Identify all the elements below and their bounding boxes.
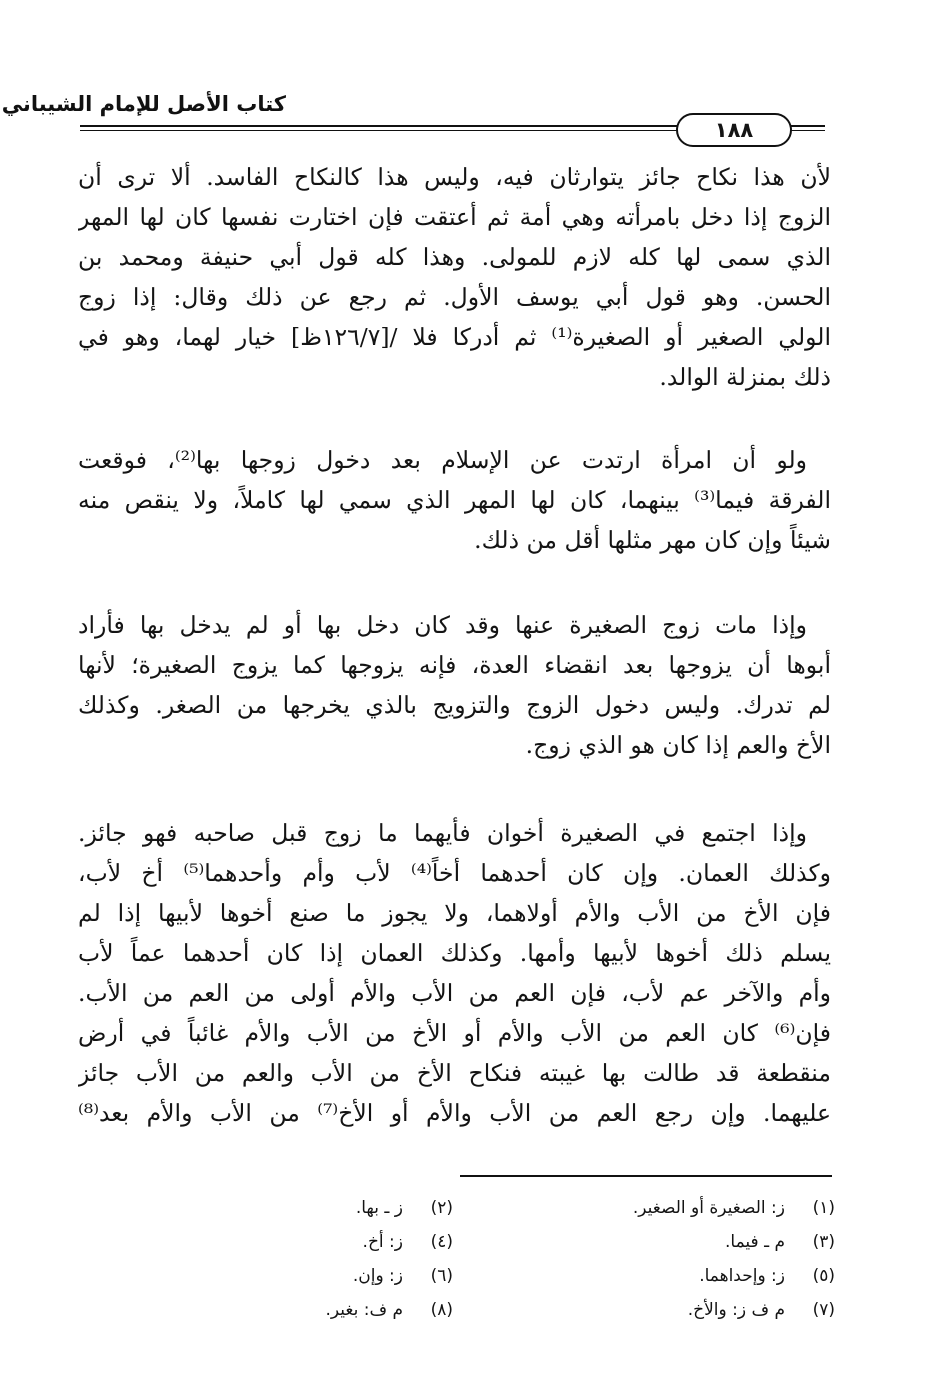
footnote [213,1293,453,1327]
footnote [505,1191,835,1225]
footnote-text: ز: وإن. [352,1266,403,1286]
footnote [213,1225,453,1259]
footnotes-left-column [213,1191,453,1327]
paragraph-2 [78,440,831,560]
footnote-number: (٥) [812,1266,835,1286]
footnote-text: م ف ز: والأخ. [687,1300,785,1320]
text-line: الولي الصغير أو الصغيرة⁽¹⁾ ثم أدركا فلا /[١٢٦/٧ظ] خيار لهما، وهو في [78,323,831,351]
paragraph-4 [78,813,831,1133]
text-line: الذي سمى لها كله لازم للمولى. وهذا كله قول أبي حنيفة ومحمد بن [78,243,831,271]
text-line: وإذا اجتمع في الصغيرة أخوان فأيهما ما زوج قبل صاحبه فهو جائز. [78,819,807,847]
footnote [505,1259,835,1293]
text-line: منقطعة قد طالت بها غيبته فنكاح الأخ من الأب والعم من الأب جائز [78,1059,831,1087]
text-line: وأم والآخر عم لأب، فإن العم من الأب والأم أولى من العم من الأب. [78,979,831,1007]
text-line: شيئاً وإن كان مهر مثلها أقل من ذلك. [474,526,831,554]
running-title: كتاب الأصل للإمام الشيباني [1,92,286,116]
footnote [505,1225,835,1259]
text-line: الأخ والعم إذا كان هو الذي زوج. [525,731,831,759]
text-line: الزوج إذا دخل بامرأته وهي أمة ثم أعتقت فإن اختارت نفسها كان لها المهر [78,203,831,231]
footnotes-right-column [505,1191,835,1327]
footnote-separator [460,1175,832,1177]
text-line: ولو أن امرأة ارتدت عن الإسلام بعد دخول زوجها بها⁽²⁾، فوقعت [78,446,807,474]
text-line: لم تدرك. وليس دخول الزوج والتزويج بالذي يخرجها من الصغر. وكذلك [78,691,831,719]
paragraph-3 [78,605,831,765]
text-line: وكذلك العمان. وإن كان أحدهما أخاً⁽⁴⁾ لأب وأم وأحدهما⁽⁵⁾ أخ لأب، [78,859,831,887]
page-number: ١٨٨ [676,113,792,147]
footnote [213,1259,453,1293]
text-line: أبوها أن يزوجها بعد انقضاء العدة، فإنه يزوجها كما يزوج الصغيرة؛ لأنها [78,651,831,679]
text-line: فإن الأخ من الأب والأم أولاهما، ولا يجوز ما صنع أخوها لأبيها إذا لم [78,899,831,927]
paragraph-1 [78,157,831,397]
footnote-text: ز: أخ. [362,1232,403,1252]
footnote-number: (٦) [430,1266,453,1286]
text-line: يسلم ذلك أخوها لأبيها وأمها. وكذلك العمان إذا كان أحدهما عماً لأب [78,939,831,967]
footnote-text: ز: الصغيرة أو الصغير. [632,1198,785,1218]
footnote-number: (١) [812,1198,835,1218]
footnote-number: (٧) [812,1300,835,1320]
text-line: الحسن. وهو قول أبي يوسف الأول. ثم رجع عن ذلك وقال: إذا زوج [78,283,831,311]
footnote-number: (٤) [430,1232,453,1252]
footnote [213,1191,453,1225]
footnote [505,1293,835,1327]
text-line: ذلك بمنزلة الوالد. [659,363,831,391]
footnote-text: ز ـ بها. [355,1198,403,1218]
text-line: الفرقة فيما⁽³⁾ بينهما، كان لها المهر الذي سمي لها كاملاً، ولا ينقص منه [78,486,831,514]
text-line: وإذا مات زوج الصغيرة عنها وقد كان دخل بها أو لم يدخل بها فأراد [78,611,807,639]
footnote-text: ز: وإحداهما. [699,1266,785,1286]
text-line: لأن هذا نكاح جائز يتوارثان فيه، وليس هذا كالنكاح الفاسد. ألا ترى أن [78,163,831,191]
footnote-number: (٨) [430,1300,453,1320]
text-line: عليهما. وإن رجع العم من الأب والأم أو الأخ⁽⁷⁾ من الأب والأم بعد⁽⁸⁾ [78,1099,831,1127]
text-line: فإن⁽⁶⁾ كان العم من الأب والأم أو الأخ من الأب والأم غائباً في أرض [78,1019,831,1047]
footnote-text: م ف: بغير. [325,1300,403,1320]
footnote-number: (٣) [812,1232,835,1252]
footnote-text: م ـ فيما. [725,1232,785,1252]
footnote-number: (٢) [430,1198,453,1218]
